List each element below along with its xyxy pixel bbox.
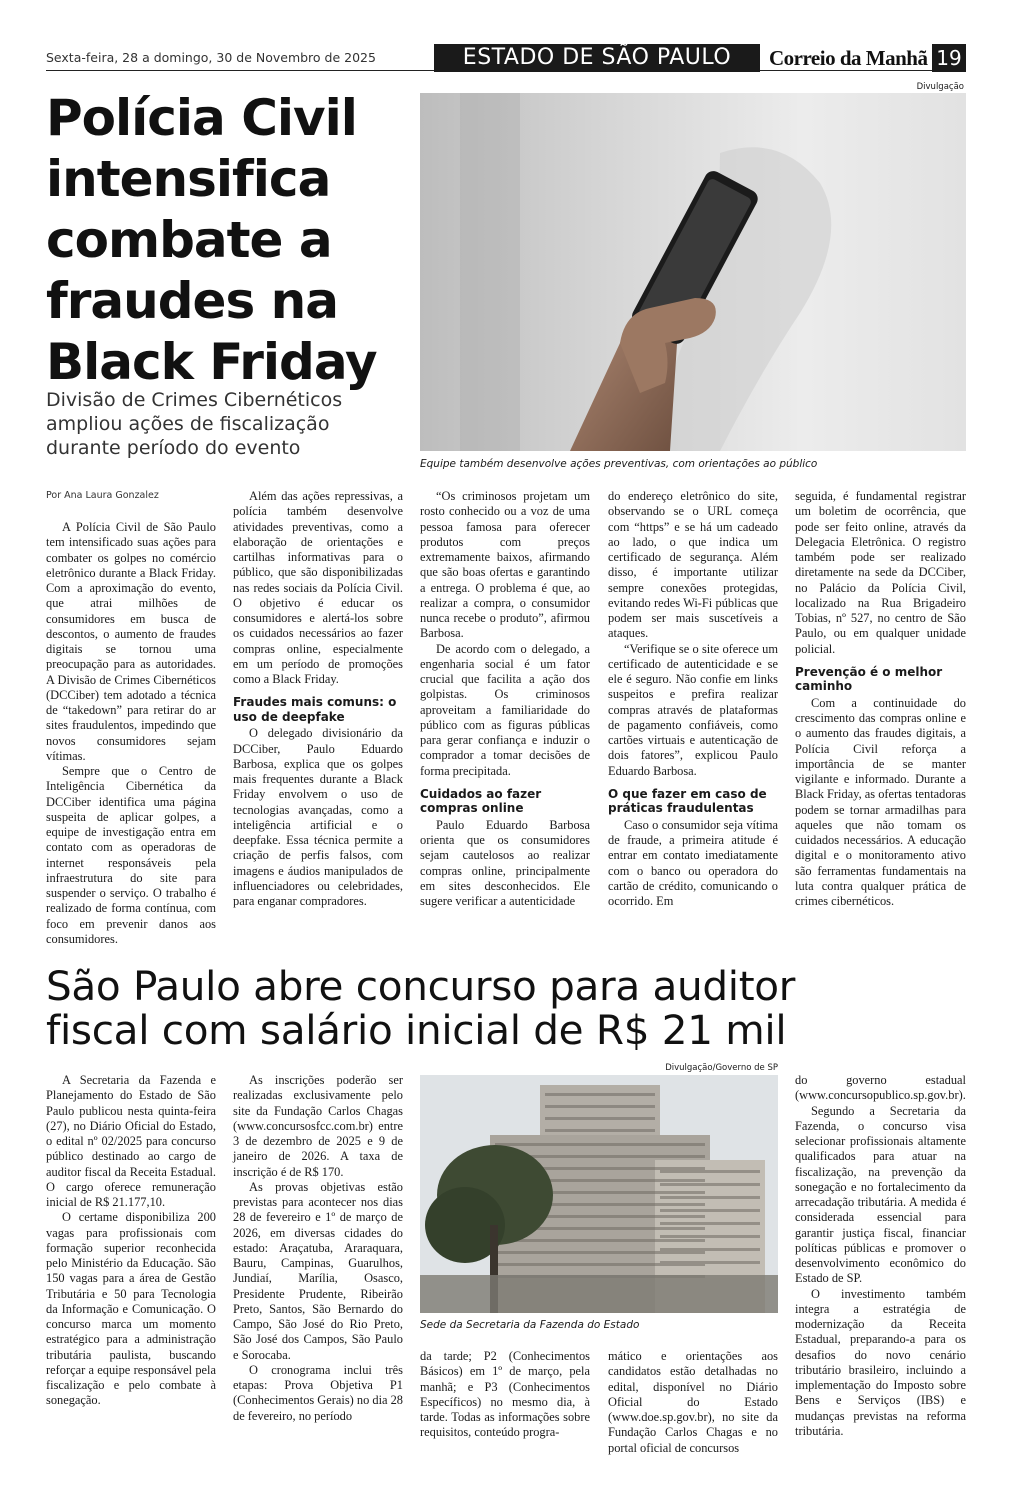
- title-line: intensifica: [46, 150, 331, 208]
- paragraph: O certame disponibiliza 200 vagas para profissionais com formação superior reconhecida pelo Ministério da Educação. São 150 vagas para a área de Gestão Tributária e 50 para Tecnologia da Informação e Comunicação. O concurso marca um momento estratégico para a administração tributária paulista, buscando reforçar a equipe responsável pela fiscalização e pelo combate à sonegação.: [46, 1210, 216, 1408]
- article1-col3: [420, 489, 590, 909]
- building-photo: [420, 1075, 778, 1313]
- paragraph: do endereço eletrônico do site, observando se o URL começa com “https” e se há um cadeado ao lado, o que indica um certificado de segurança. Além disso, é importante utilizar sempre conexões protegidas, evitando redes Wi-Fi públicas que podem ser mais suscetíveis a ataques.: [608, 489, 778, 641]
- page-number-text: 19: [936, 46, 962, 70]
- title-line: fraudes na: [46, 272, 338, 330]
- photo-credit: Divulgação/Governo de SP: [665, 1063, 778, 1073]
- paragraph: As inscrições poderão ser realizadas exclusivamente pelo site da Fundação Carlos Chagas (www.concursosfcc.com.br) entre 3 de dezembro de 2025 e 9 de janeiro de 2026. A taxa de inscrição é de R$ 170.: [233, 1073, 403, 1179]
- photo-caption: Sede da Secretaria da Fazenda do Estado: [420, 1319, 640, 1331]
- paragraph: “Os criminosos projetam um rosto conhecido ou a voz de uma pessoa famosa para oferecer produtos com preços extremamente baixos, afirmando que são boas ofertas e garantindo a entrega. O problema é que, ao realizar a compra, o consumidor nunca recebe o produto”, afirmou Barbosa.: [420, 489, 590, 641]
- article2-col2: [233, 1073, 403, 1424]
- article2-col3: [420, 1349, 590, 1441]
- section-label: [434, 44, 760, 72]
- newspaper-logo: Correio da Manhã: [769, 46, 928, 70]
- paragraph: As provas objetivas estão previstas para acontecer nos dias 28 de fevereiro e 1º de março de 2026, em diversas cidades do estado: Araçatuba, Araraquara, Bauru, Campinas, Guarulhos, Jundiaí, Marília, Osasco, Presidente Prudente, Ribeirão Preto, Santos, São Bernardo do Campo, São José do Rio Preto, São José dos Campos, São Paulo e Sorocaba.: [233, 1179, 403, 1362]
- article2-title: [46, 964, 966, 1052]
- paragraph: Caso o consumidor seja vítima de fraude, a primeira atitude é entrar em contato imediatamente com o banco ou operadora do cartão de crédito, comunicando o ocorrido. Em: [608, 817, 778, 908]
- header-date: Sexta-feira, 28 a domingo, 30 de Novembro de 2025: [46, 50, 376, 65]
- subtitle-line: ampliou ações de fiscalização: [46, 413, 330, 435]
- section-label-text: ESTADO DE SÃO PAULO: [462, 45, 732, 70]
- paragraph: mático e orientações aos candidatos estão detalhadas no edital, disponível no Diário Oficial do Estado (www.doe.sp.gov.br), no site da Fundação Carlos Chagas e no portal oficial de concursos: [608, 1349, 778, 1455]
- paragraph: Com a continuidade do crescimento das compras online e o aumento das fraudes digitais, a Polícia Civil reforça a importância de se manter vigilante e informado. Durante a Black Friday, as ofertas tentadoras podem se tornar armadilhas para aqueles que não tomam os cuidados necessários. A educação digital e o monitoramento ativo são ferramentas fundamentais na luta contra qualquer prática de crimes cibernéticos.: [795, 695, 966, 908]
- subheading: O que fazer em caso de práticas fraudulentas: [608, 786, 767, 816]
- subheading: Cuidados ao fazer compras online: [420, 786, 542, 816]
- phone-photo-illustration: [420, 93, 966, 451]
- article1-col4: [608, 489, 778, 909]
- paragraph: Sempre que o Centro de Inteligência Cibernética da DCCiber identifica uma página suspeita de aplicar golpes, a equipe de investigação entra em contato com as operadoras de internet responsáveis pela infraestrutura do site para suspender o serviço. O trabalho é realizado de forma contínua, com foco em prevenir danos aos consumidores.: [46, 764, 216, 946]
- photo-caption: Equipe também desenvolve ações preventivas, com orientações ao público: [420, 458, 818, 470]
- subheading: Fraudes mais comuns: o uso de deepfake: [233, 695, 397, 724]
- title-line: Polícia Civil: [46, 89, 357, 147]
- photo-credit: Divulgação: [916, 82, 964, 92]
- article1-subtitle: [46, 388, 416, 460]
- paragraph: Paulo Eduardo Barbosa orienta que os consumidores sejam cautelosos ao realizar compras online, principalmente em sites desconhecidos. Ele sugere verificar a autenticidade: [420, 817, 590, 908]
- paragraph: Segundo a Secretaria da Fazenda, o concurso visa selecionar profissionais altamente qualificados para atuar na fiscalização, na prevenção da sonegação e no fortalecimento da arrecadação tributária. A medida é considerada essencial para garantir justiça fiscal, financiar políticas públicas e promover o desenvolvimento econômico do Estado de SP.: [795, 1103, 966, 1286]
- subheading: Prevenção é o melhor caminho: [795, 664, 943, 694]
- article1-title: [46, 88, 418, 393]
- subtitle-line: Divisão de Crimes Cibernéticos: [46, 389, 343, 411]
- byline: Por Ana Laura Gonzalez: [46, 490, 159, 501]
- article1-col2: [233, 489, 403, 909]
- paragraph: seguida, é fundamental registrar um boletim de ocorrência, que pode ser feito online, através da Delegacia Eletrônica. O registro também pode ser realizado diretamente na sede da DCCiber, no Palácio da Polícia Civil, localizado na Rua Brigadeiro Tobias, nº 527, no centro de São Paulo, ou em qualquer unidade policial.: [795, 489, 966, 656]
- paragraph: O investimento também integra a estratégia de modernização da Receita Estadual, preparando-a para os desafios do novo cenário tributário brasileiro, incluindo a implementação do Imposto sobre Bens e Serviços (IBS) e mudanças previstas na reforma tributária.: [795, 1286, 966, 1438]
- title-line: Black Friday: [46, 333, 377, 391]
- article2-col5: [795, 1073, 966, 1439]
- paragraph: A Polícia Civil de São Paulo tem intensificado suas ações para combater os golpes no comércio eletrônico durante a Black Friday. Com a aproximação do evento, que atrai milhões de consumidores em busca de descontos, o aumento de fraudes digitais se tornou uma preocupação para as autoridades. A Divisão de Crimes Cibernéticos (DCCiber) tem adotado a técnica de “takedown” para retirar do ar sites fraudulentos, impedindo que novos consumidores sejam vítimas.: [46, 520, 216, 763]
- article1-col1: [46, 520, 216, 947]
- paragraph: do governo estadual (www.concursopublico.sp.gov.br).: [795, 1073, 966, 1103]
- subtitle-line: durante período do evento: [46, 437, 301, 459]
- title-line: fiscal com salário inicial de R$ 21 mil: [46, 1006, 787, 1054]
- article2-col1: [46, 1073, 216, 1409]
- article1-col5: [795, 489, 966, 909]
- paragraph: da tarde; P2 (Conhecimentos Básicos) em 1º de março, pela manhã; e P3 (Conhecimentos Específicos) no mesmo dia, à tarde. Todas as informações sobre requisitos, conteúdo progra-: [420, 1349, 590, 1440]
- building-illustration: [420, 1075, 778, 1313]
- phone-hand-photo: [420, 93, 966, 451]
- paragraph: A Secretaria da Fazenda e Planejamento do Estado de São Paulo publicou nesta quinta-feira (27), no Diário Oficial do Estado, o edital nº 02/2025 para concurso público destinado ao cargo de auditor fiscal da Receita Estadual. O cargo oferece remuneração inicial de R$ 21.177,10.: [46, 1073, 216, 1209]
- page-number: [932, 44, 966, 72]
- title-line: São Paulo abre concurso para auditor: [46, 962, 796, 1010]
- paragraph: “Verifique se o site oferece um certificado de autenticidade e se ele é seguro. Não confie em links suspeitos e prefira realizar compras através de plataformas de pagamento confiáveis, como cartões virtuais e autenticação de dois fatores”, explicou Paulo Eduardo Barbosa.: [608, 641, 778, 778]
- paragraph: De acordo com o delegado, a engenharia social é um fator crucial que facilita a ação dos golpistas. Os criminosos aproveitam a familiaridade do público com as figuras públicas para gerar confiança e induzir o comprador a tomar decisões de forma precipitada.: [420, 641, 590, 778]
- paragraph: O delegado divisionário da DCCiber, Paulo Eduardo Barbosa, explica que os golpes mais frequentes durante a Black Friday envolvem o uso de tecnologias avançadas, como a inteligência artificial e o deepfake. Essa técnica permite a criação de perfis falsos, com imagens e áudios manipulados de influenciadores ou celebridades, para enganar compradores.: [233, 726, 403, 908]
- paragraph: O cronograma inclui três etapas: Prova Objetiva P1 (Conhecimentos Gerais) no dia 28 de fevereiro, no período: [233, 1362, 403, 1423]
- article2-col4: [608, 1349, 778, 1456]
- title-line: combate a: [46, 211, 332, 269]
- paragraph: Além das ações repressivas, a polícia também desenvolve atividades preventivas, como a elaboração de orientações e cartilhas informativas para o público, que são disponibilizadas nas redes sociais da Polícia Civil. O objetivo é educar os consumidores e alertá-los sobre os cuidados necessários ao fazer compras online, especialmente em um período de promoções como a Black Friday.: [233, 489, 403, 686]
